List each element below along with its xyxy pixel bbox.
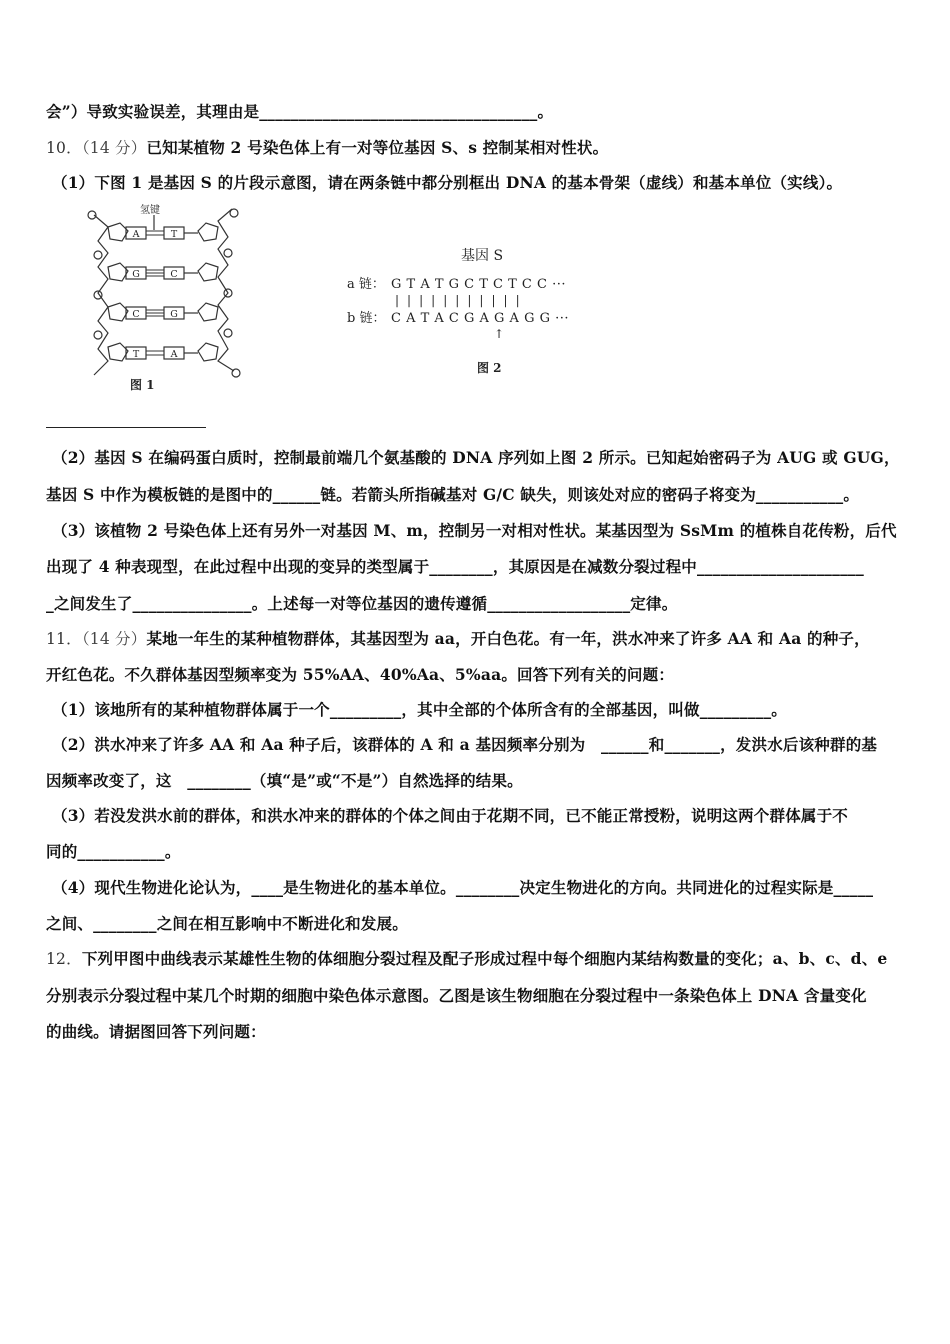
base-pair-bonds: | | | | | | | | | | | [395, 293, 522, 307]
figure-2-caption: 图 2 [477, 361, 502, 375]
text-line: 开红色花。不久群体基因型频率变为 55%AA、40%Aa、5%aa。回答下列有关的问题： [46, 665, 675, 684]
text-line: 因频率改变了，这 ________（填“是”或“不是”）自然选择的结果。 [46, 771, 523, 790]
question-12-header [46, 948, 912, 970]
base-right: T [170, 229, 178, 240]
base-left: G [132, 269, 140, 280]
base-right: C [170, 269, 178, 280]
text-line: 的曲线。请据图回答下列问题： [46, 1022, 266, 1041]
text-line: （4）现代生物进化论认为，____是生物进化的基本单位。________决定生物进化的方向。共同进化的过程实际是_____ [52, 878, 874, 897]
text-line: （3）若没发洪水前的群体，和洪水冲来的群体的个体之间由于花期不同，已不能正常授粉，说明这两个群体属于不 [52, 806, 848, 825]
question-points: （14 分） [81, 630, 147, 648]
chain-a-label: a 链： [347, 277, 385, 292]
text-line: 同的___________。 [46, 842, 181, 861]
base-left: A [132, 229, 140, 240]
text-line: 会”）导致实验误差，其理由是___________________________________。 [46, 102, 554, 121]
question-number: 12． [46, 950, 82, 968]
question-text: 某地一年生的某种植物群体，其基因型为 aa，开白色花。有一年，洪水冲来了许多 AA 和 Aa 的种子， [146, 629, 870, 648]
question-text: 下列甲图中曲线表示某雄性生物的体细胞分裂过程及配子形成过程中每个细胞内某结构数量的变化；a、b、c、d、e [81, 949, 888, 968]
text-line: 分别表示分裂过程中某几个时期的细胞中染色体示意图。乙图是该生物细胞在分裂过程中一条染色体上 DNA 含量变化 [46, 986, 867, 1005]
question-points: （14 分） [81, 139, 147, 157]
chain-b-sequence: C A T A C G A G A G G ··· [391, 311, 570, 326]
text-line: （1）该地所有的某种植物群体属于一个_________，其中全部的个体所含有的全部基因，叫做_________。 [52, 700, 787, 719]
gene-s-sequence-figure [343, 240, 583, 380]
text-line: （2）基因 S 在编码蛋白质时，控制最前端几个氨基酸的 DNA 序列如上图 2 所示。已知起始密码子为 AUG 或 GUG， [52, 448, 900, 467]
base-left: T [132, 349, 140, 360]
figure-1-caption: 图 1 [130, 378, 155, 392]
text-line: 基因 S 中作为模板链的是图中的______链。若箭头所指碱基对 G/C 缺失，则该处对应的密码子将变为___________。 [46, 485, 860, 504]
mutation-arrow: ↑ [494, 327, 505, 341]
base-right: A [170, 349, 178, 360]
text-line: （2）洪水冲来了许多 AA 和 Aa 种子后，该群体的 A 和 a 基因频率分别为 ______和_______，发洪水后该种群的基 [52, 735, 878, 754]
text-line: 出现了 4 种表现型，在此过程中出现的变异的类型属于________，其原因是在减数分裂过程中_____________________ [46, 557, 864, 576]
question-number: 11． [46, 630, 82, 648]
text-line: _之间发生了_______________。上述每一对等位基因的遗传遵循__________________定律。 [46, 594, 678, 613]
figure-2-title: 基因 S [461, 248, 504, 264]
question-text: 已知某植物 2 号染色体上有一对等位基因 S、s 控制某相对性状。 [146, 138, 609, 157]
text-line: （1）下图 1 是基因 S 的片段示意图，请在两条链中都分别框出 DNA 的基本骨架（虚线）和基本单位（实线）。 [52, 173, 843, 192]
text-line: （3）该植物 2 号染色体上还有另外一对基因 M、m，控制另一对相对性状。某基因型为 SsMm 的植株自花传粉，后代 [52, 521, 897, 540]
base-right: G [170, 309, 178, 320]
dna-structure-figure [84, 203, 244, 393]
hydrogen-bond-label: 氢键 [140, 205, 160, 216]
text-line: 之间、________之间在相互影响中不断进化和发展。 [46, 914, 408, 933]
answer-divider [46, 427, 206, 428]
base-left: C [132, 309, 140, 320]
chain-b-label: b 链： [347, 311, 386, 326]
chain-a-sequence: G T A T G C T C T C C ··· [391, 277, 566, 292]
question-10-header [46, 137, 912, 159]
question-11-header [46, 628, 912, 650]
question-number: 10． [46, 139, 82, 157]
